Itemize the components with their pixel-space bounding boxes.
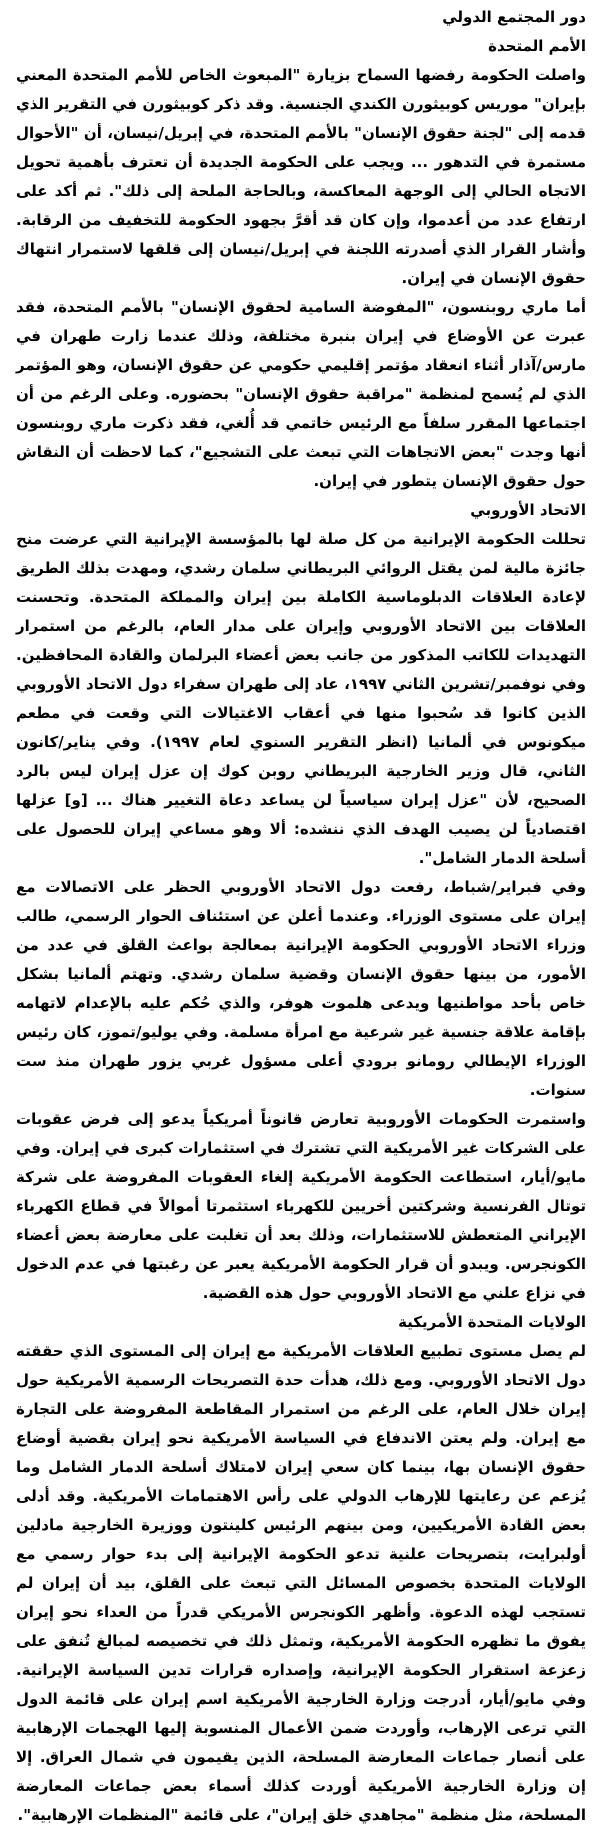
paragraph-un-mary-robinson: أما ماري روبنسون، "المفوضة السامية لحقوق الإنسان" بالأمم المتحدة، فقد عبرت عن الأوضاع في إيران بنبرة مختلفة، وذلك عندما زارت طهران في مارس/آذار أثناء انعقاد مؤتمر إقليمي حكومي عن حقوق الإنسان، وهو المؤتمر الذي لم يُسمح لمنظمة "مراقبة حقوق الإنسان" بحضوره. وعلى الرغم من أن اجتماعها المقرر سلفاً مع الرئيس خاتمي قد أُلغي، فقد ذكرت ماري روبنسون أنها وجدت "بعض الاتجاهات التي تبعث على التشجيع"، كما لاحظت أن النقاش حول حقوق الإنسان يتطور في إيران. xyxy=(16,298,586,490)
paragraph-us-iran-policy: لم يصل مستوى تطبيع العلاقات الأمريكية مع إيران إلى المستوى الذي حققته دول الاتحاد الأوروبي. ومع ذلك، هدأت حدة التصريحات الرسمية الأمريكية حول إيران خلال العام، على الرغم من استمرار المقاطعة المفروضة على التجارة مع إيران. ولم يعتن الاندفاع في السياسة الأمريكية نحو إيران بقضية أوضاع حقوق الإنسان بها، بينما كان سعي إيران لامتلاك أسلحة الدمار الشامل وما يُزعم عن رعايتها للإرهاب الدولي على رأس الاهتمامات الأمريكية. وقد أدلى بعض القادة الأمريكيين، ومن بينهم الرئيس كلينتون ووزيرة الخارجية مادلين أولبرايت، بتصريحات علنية تدعو الحكومة الإيرانية إلى بدء حوار رسمي مع الولايات المتحدة بخصوص المسائل التي تبعث على القلق، بيد أن إيران لم تستجب لهذه الدعوة. وأظهر الكونجرس الأمريكي قدراً من العداء نحو إيران يفوق ما تظهره الحكومة الأمريكية، وتمثل ذلك في تخصيصه لمبالغ تُنفق على زعزعة استقرار الحكومة الإيرانية، وإصداره قرارات تدين السياسة الإيرانية. وفي مايو/أيار، أدرجت وزارة الخارجية الأمريكية اسم إيران على قائمة الدول التي ترعى الإرهاب، وأوردت ضمن الأعمال المنسوبة إليها الهجمات الإرهابية على أنصار جماعات المعارضة المسلحة، الذين يقيمون في شمال العراق. إلا إن وزارة الخارجية الأمريكية أوردت كذلك أسماء بعض جماعات المعارضة المسلحة، مثل منظمة "مجاهدي خلق إيران"، على قائمة "المنظمات الإرهابية". xyxy=(16,1342,586,1824)
page-title: دور المجتمع الدولي xyxy=(442,8,586,26)
paragraph-eu-us-sanctions-law: واستمرت الحكومات الأوروبية تعارض قانوناً أمريكياً يدعو إلى فرض عقوبات على الشركات غير الأمريكية التي تشترك في استثمارات كبرى في إيران. وفي مايو/أيار، استطاعت الحكومة الأمريكية إلغاء العقوبات المفروضة على شركة توتال الفرنسية وشركتين أخريين للكهرباء استثمرتا أموالاً في قطاع الكهرباء الإيراني المتعطش للاستثمارات، وذلك بعد أن تغلبت على معارضة بعض أعضاء الكونجرس. ويبدو أن قرار الحكومة الأمريكية يعبر عن رغبتها في عدم الدخول في نزاع علني مع الاتحاد الأوروبي حول هذه القضية. xyxy=(16,1110,586,1302)
section-heading-united-nations: الأمم المتحدة xyxy=(488,37,586,55)
paragraph-un-special-envoy: واصلت الحكومة رفضها السماح بزيارة "المبعوث الخاص للأمم المتحدة المعني بإيران" موريس كوبيثورن الكندي الجنسية. وقد ذكر كوبيثورن في التقرير الذي قدمه إلى "لجنة حقوق الإنسان" بالأمم المتحدة، في إبريل/نيسان، أن "الأحوال مستمرة في التدهور ... ويجب على الحكومة الجديدة أن تعترف بأهمية تحويل الاتجاه الحالي إلى الوجهة المعاكسة، وبالحاجة الملحة إلى ذلك". ثم أكد على ارتفاع عدد من أعدموا، وإن كان قد أقرَّ بجهود الحكومة للتخفيف من الرقابة. وأشار القرار الذي أصدرته اللجنة في إبريل/نيسان إلى قلقها لاستمرار انتهاك حقوق الإنسان في إيران. xyxy=(16,66,586,287)
section-heading-european-union: الاتحاد الأوروبي xyxy=(470,501,586,519)
section-heading-united-states: الولايات المتحدة الأمريكية xyxy=(398,1313,586,1331)
paragraph-eu-relations-rushdie: تحللت الحكومة الإيرانية من كل صلة لها بالمؤسسة الإيرانية التي عرضت منح جائزة مالية لمن يقتل الروائي البريطاني سلمان رشدي، ومهدت بذلك الطريق لإعادة العلاقات الدبلوماسية الكاملة بين إيران والمملكة المتحدة. وتحسنت العلاقات بين الاتحاد الأوروبي وإيران على مدار العام، بالرغم من استمرار التهديدات للكاتب المذكور من جانب بعض أعضاء البرلمان والقادة المحافظين. وفي نوفمبر/تشرين الثاني ١٩٩٧، عاد إلى طهران سفراء دول الاتحاد الأوروبي الذين كانوا قد سُحبوا منها في أعقاب الاغتيالات التي وقعت في مطعم ميكونوس في ألمانيا (انظر التقرير السنوي لعام ١٩٩٧). وفي يناير/كانون الثاني، قال وزير الخارجية البريطاني روبن كوك إن عزل إيران ليس بالرد الصحيح، لأن "عزل إيران سياسياً لن يساعد دعاة التغيير هناك ... [و] عزلها اقتصادياً لن يصيب الهدف الذي ننشده: ألا وهو مساعي إيران للحصول على أسلحة الدمار الشامل". xyxy=(16,530,587,867)
paragraph-eu-dialogue-resumption: وفي فبراير/شباط، رفعت دول الاتحاد الأوروبي الحظر على الاتصالات مع إيران على مستوى الوزراء. وعندما أعلن عن استئناف الحوار الرسمي، طالب وزراء الاتحاد الأوروبي الحكومة الإيرانية بمعالجة بواعث القلق في عدد من الأمور، من بينها حقوق الإنسان وقضية سلمان رشدي. وتهتم ألمانيا بشكل خاص بأحد مواطنيها ويدعى هلموت هوفر، والذي حُكم عليه بالإعدام لاتهامه بإقامة علاقة جنسية غير شرعية مع امرأة مسلمة. وفي يوليو/تموز، كان رئيس الوزراء الإيطالي رومانو برودي أعلى مسؤول غربي يزور طهران منذ ست سنوات. xyxy=(16,878,586,1099)
